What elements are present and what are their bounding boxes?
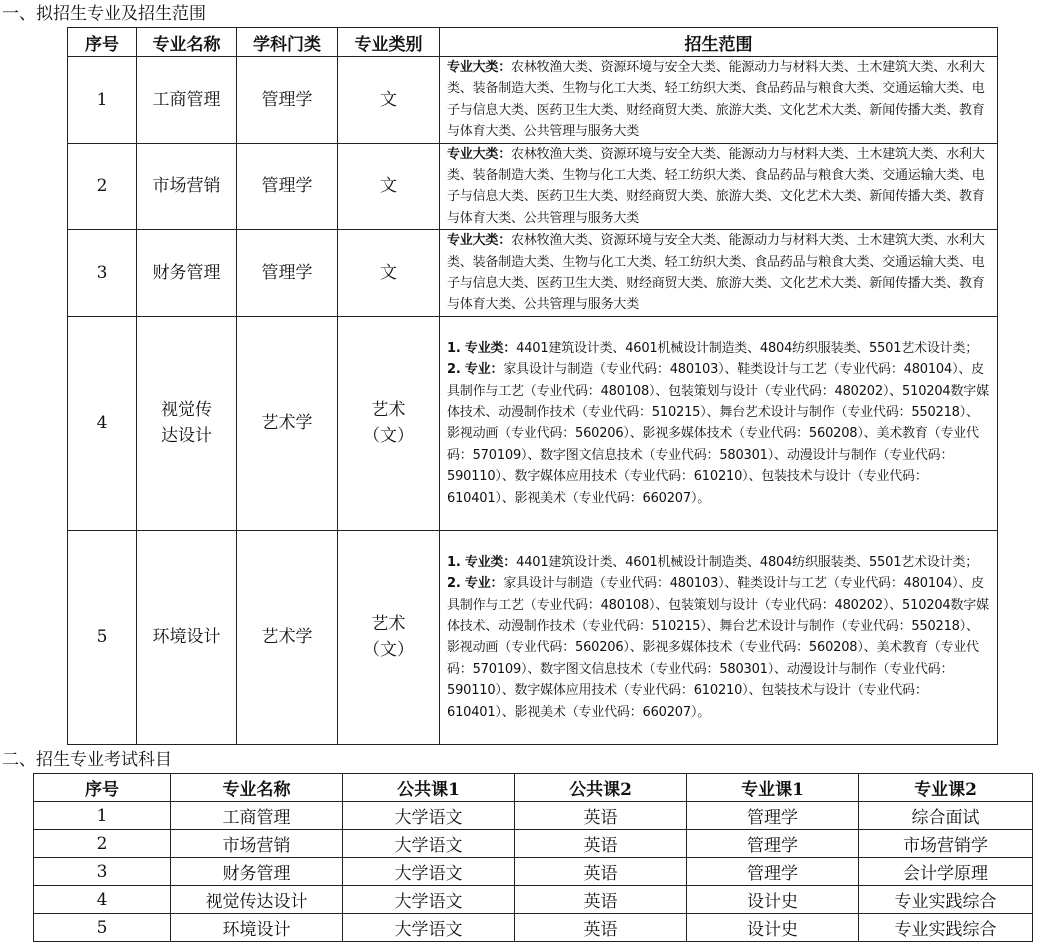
row-discipline: 艺术学 <box>237 530 338 744</box>
scope-label: 专业大类： <box>447 233 512 249</box>
row-professional-course-1: 管理学 <box>687 858 859 886</box>
header-professional-course-1: 专业课1 <box>687 774 859 802</box>
row-public-course-1: 大学语文 <box>343 802 515 830</box>
table-row <box>68 316 998 530</box>
row-discipline: 管理学 <box>237 143 338 230</box>
table-header-row <box>68 28 998 57</box>
row-professional-course-1: 设计史 <box>687 886 859 914</box>
row-no: 4 <box>34 886 171 914</box>
row-major: 财务管理 <box>137 230 237 317</box>
row-no: 4 <box>68 316 137 530</box>
row-public-course-1: 大学语文 <box>343 886 515 914</box>
row-major: 视觉传达设计 <box>171 886 343 914</box>
row-public-course-2: 英语 <box>515 858 687 886</box>
row-professional-course-1: 设计史 <box>687 914 859 942</box>
row-professional-course-1: 管理学 <box>687 802 859 830</box>
table-row <box>68 530 998 744</box>
row-scope <box>440 530 998 744</box>
scope-label: 专业大类： <box>447 60 512 75</box>
header-no: 序号 <box>34 774 171 802</box>
row-public-course-1: 大学语文 <box>343 858 515 886</box>
header-discipline: 学科门类 <box>237 28 338 57</box>
row-public-course-2: 英语 <box>515 886 687 914</box>
row-public-course-2: 英语 <box>515 802 687 830</box>
row-no: 5 <box>68 530 137 744</box>
table-row <box>68 57 998 144</box>
table-row <box>34 858 1033 886</box>
row-major: 市场营销 <box>171 830 343 858</box>
row-discipline: 艺术学 <box>237 316 338 530</box>
scope-label: 2. 专业： <box>447 362 504 378</box>
scope-text: 4401建筑设计类、4601机械设计制造类、4804纺织服装类、5501艺术设计类； <box>516 554 979 570</box>
scope-text: 农林牧渔大类、资源环境与安全大类、能源动力与材料大类、土木建筑大类、水利大类、装备制造大类、生物与化工大类、轻工纺织大类、食品药品与粮食大类、交通运输大类、电子与信息大类、医药卫生大类、财经商贸大类、旅游大类、文化艺术大类、新闻传播大类、教育与体育大类、公共管理与服务大类 <box>447 146 985 226</box>
row-major: 视觉传达设计 <box>137 316 237 530</box>
admission-scope-table <box>67 27 998 745</box>
row-public-course-2: 英语 <box>515 914 687 942</box>
row-scope <box>440 143 998 230</box>
row-professional-course-2: 会计学原理 <box>859 858 1033 886</box>
section-title-admission-scope: 一、拟招生专业及招生范围 <box>2 4 206 24</box>
row-major: 工商管理 <box>137 57 237 144</box>
table-row <box>34 830 1033 858</box>
section-title-exam-subjects: 二、招生专业考试科目 <box>2 750 172 770</box>
scope-label: 1. 专业类： <box>447 340 517 356</box>
scope-text: 农林牧渔大类、资源环境与安全大类、能源动力与材料大类、土木建筑大类、水利大类、装备制造大类、生物与化工大类、轻工纺织大类、食品药品与粮食大类、交通运输大类、电子与信息大类、医药卫生大类、财经商贸大类、旅游大类、文化艺术大类、新闻传播大类、教育与体育大类、公共管理与服务大类 <box>447 233 985 313</box>
row-discipline: 管理学 <box>237 230 338 317</box>
scope-text: 家具设计与制造（专业代码：480103）、鞋类设计与工艺（专业代码：480104）、皮具制作与工艺（专业代码：480108）、包装策划与设计（专业代码：480202）、510204数字媒体技术、动漫制作技术（专业代码：510215）、舞台艺术设计与制作（专业代码：550218）、影视动画（专业代码：560206）、影视多媒体技术（专业代码：560208）、美术教育（专业代码：570109）、数字图文信息技术（专业代码：580301）、动漫设计与制作（专业代码：590110）、数字媒体应用技术（专业代码：610210）、包装技术与设计（专业代码：610401）、影视美术（专业代码：660207）。 <box>447 576 989 720</box>
row-category: 文 <box>338 57 440 144</box>
row-category: 艺术（文） <box>338 316 440 530</box>
row-public-course-2: 英语 <box>515 830 687 858</box>
row-no: 1 <box>68 57 137 144</box>
header-major: 专业名称 <box>137 28 237 57</box>
header-public-course-1: 公共课1 <box>343 774 515 802</box>
scope-label: 专业大类： <box>447 146 512 162</box>
row-no: 3 <box>68 230 137 317</box>
row-category: 艺术（文） <box>338 530 440 744</box>
row-professional-course-2: 综合面试 <box>859 802 1033 830</box>
header-public-course-2: 公共课2 <box>515 774 687 802</box>
header-scope: 招生范围 <box>440 28 998 57</box>
row-major: 财务管理 <box>171 858 343 886</box>
row-category: 文 <box>338 230 440 317</box>
table-header-row <box>34 774 1033 802</box>
row-professional-course-2: 专业实践综合 <box>859 914 1033 942</box>
row-no: 2 <box>68 143 137 230</box>
header-professional-course-2: 专业课2 <box>859 774 1033 802</box>
table-row <box>34 914 1033 942</box>
row-no: 1 <box>34 802 171 830</box>
scope-text: 4401建筑设计类、4601机械设计制造类、4804纺织服装类、5501艺术设计类； <box>516 340 979 356</box>
row-public-course-1: 大学语文 <box>343 914 515 942</box>
header-no: 序号 <box>68 28 137 57</box>
row-public-course-1: 大学语文 <box>343 830 515 858</box>
row-major: 环境设计 <box>171 914 343 942</box>
table-row <box>34 802 1033 830</box>
header-category: 专业类别 <box>338 28 440 57</box>
row-professional-course-1: 管理学 <box>687 830 859 858</box>
table-row <box>68 143 998 230</box>
row-major: 工商管理 <box>171 802 343 830</box>
scope-text: 农林牧渔大类、资源环境与安全大类、能源动力与材料大类、土木建筑大类、水利大类、装备制造大类、生物与化工大类、轻工纺织大类、食品药品与粮食大类、交通运输大类、电子与信息大类、医药卫生大类、财经商贸大类、旅游大类、文化艺术大类、新闻传播大类、教育与体育大类、公共管理与服务大类 <box>447 60 985 140</box>
table-row <box>34 886 1033 914</box>
row-major: 市场营销 <box>137 143 237 230</box>
row-major: 环境设计 <box>137 530 237 744</box>
exam-subjects-table <box>33 773 1033 942</box>
row-no: 2 <box>34 830 171 858</box>
row-no: 5 <box>34 914 171 942</box>
table-row <box>68 230 998 317</box>
row-professional-course-2: 市场营销学 <box>859 830 1033 858</box>
scope-label: 2. 专业： <box>447 576 504 592</box>
row-scope <box>440 316 998 530</box>
row-no: 3 <box>34 858 171 886</box>
scope-label: 1. 专业类： <box>447 554 517 570</box>
header-major: 专业名称 <box>171 774 343 802</box>
row-discipline: 管理学 <box>237 57 338 144</box>
row-scope <box>440 57 998 144</box>
scope-text: 家具设计与制造（专业代码：480103）、鞋类设计与工艺（专业代码：480104）、皮具制作与工艺（专业代码：480108）、包装策划与设计（专业代码：480202）、510204数字媒体技术、动漫制作技术（专业代码：510215）、舞台艺术设计与制作（专业代码：550218）、影视动画（专业代码：560206）、影视多媒体技术（专业代码：560208）、美术教育（专业代码：570109）、数字图文信息技术（专业代码：580301）、动漫设计与制作（专业代码：590110）、数字媒体应用技术（专业代码：610210）、包装技术与设计（专业代码：610401）、影视美术（专业代码：660207）。 <box>447 362 989 506</box>
row-scope <box>440 230 998 317</box>
row-category: 文 <box>338 143 440 230</box>
row-professional-course-2: 专业实践综合 <box>859 886 1033 914</box>
